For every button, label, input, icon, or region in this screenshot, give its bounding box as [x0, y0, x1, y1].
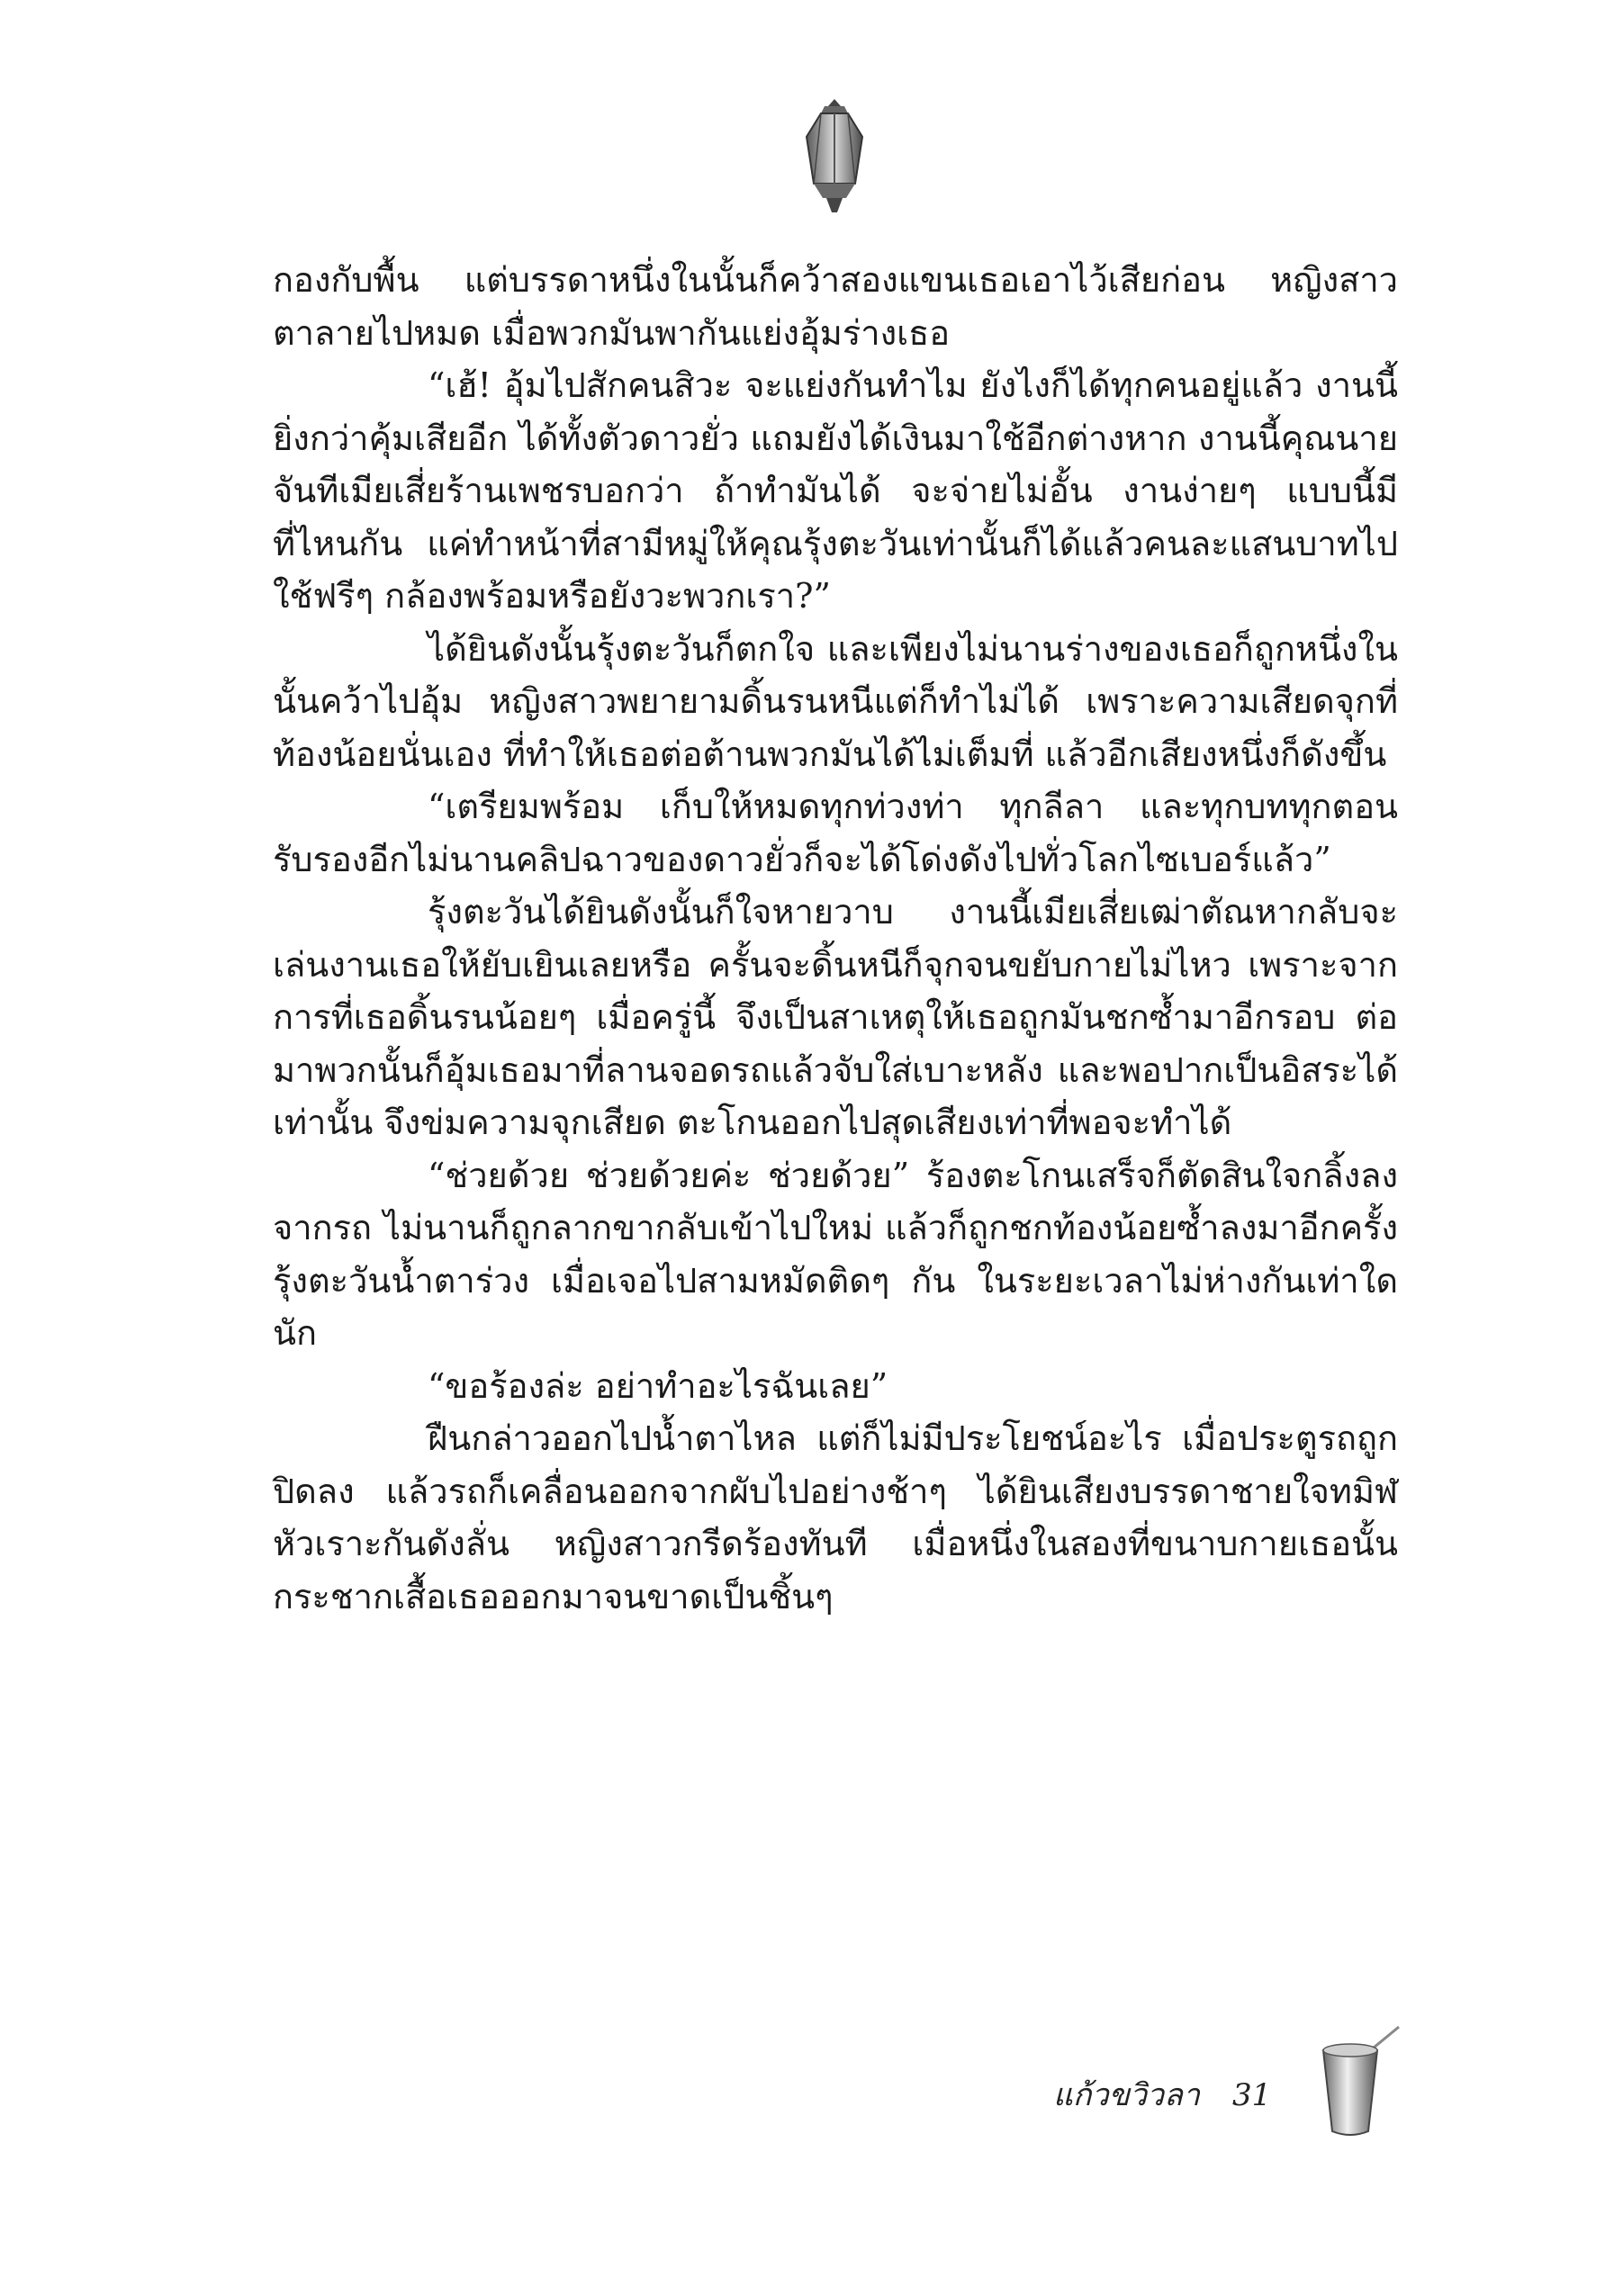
page-footer	[1053, 2070, 1271, 2119]
paragraph: “ช่วยด้วย ช่วยด้วยค่ะ ช่วยด้วย” ร้องตะโกนเสร็จก็ตัดสินใจกลิ้งลงจากรถ ไม่นานก็ถูกลากขากลับเข้าไปใหม่ แล้วก็ถูกชกท้องน้อยซ้ำลงมาอีกครั้ง รุ้งตะวันน้ำตาร่วง เมื่อเจอไปสามหมัดติดๆ กัน ในระยะเวลาไม่ห่างกันเท่าใดนัก	[273, 1155, 1398, 1353]
paragraph: ได้ยินดังนั้นรุ้งตะวันก็ตกใจ และเพียงไม่นานร่างของเธอก็ถูกหนึ่งในนั้นคว้าไปอุ้ม หญิงสาวพยายามดิ้นรนหนีแต่ก็ทำไม่ได้ เพราะความเสียดจุกที่ท้องน้อยนั่นเอง ที่ทำให้เธอต่อต้านพวกมันได้ไม่เต็มที่ แล้วอีกเสียงหนึ่งก็ดังขึ้น	[273, 628, 1398, 774]
page-number: 31	[1231, 2077, 1272, 2113]
lantern-icon	[801, 97, 868, 216]
paragraph: “เฮ้! อุ้มไปสักคนสิวะ จะแย่งกันทำไม ยังไงก็ได้ทุกคนอยู่แล้ว งานนี้ยิ่งกว่าคุ้มเสียอีก ได้ทั้งตัวดาวยั่ว แถมยังได้เงินมาใช้อีกต่างหาก งานนี้คุณนายจันทีเมียเสี่ยร้านเพชรบอกว่า ถ้าทำมันได้ จะจ่ายไม่อั้น งานง่ายๆ แบบนี้มีที่ไหนกัน แค่ทำหน้าที่สามีหมู่ให้คุณรุ้งตะวันเท่านั้นก็ได้แล้วคนละแสนบาทไปใช้ฟรีๆ กล้องพร้อมหรือยังวะพวกเรา?”	[273, 365, 1398, 616]
paragraph: “เตรียมพร้อม เก็บให้หมดทุกท่วงท่า ทุกลีลา และทุกบททุกตอน รับรองอีกไม่นานคลิปฉาวของดาวยั่วก็จะได้โด่งดังไปทั่วโลกไซเบอร์แล้ว”	[273, 787, 1398, 879]
paragraph: “ขอร้องล่ะ อย่าทำอะไรฉันเลย”	[428, 1365, 888, 1406]
drinking-glass-icon	[1320, 2025, 1406, 2142]
book-title: แก้วขวิวลา	[1053, 2077, 1200, 2113]
paragraph: กองกับพื้น แต่บรรดาหนึ่งในนั้นก็คว้าสองแขนเธอเอาไว้เสียก่อน หญิงสาวตาลายไปหมด เมื่อพวกมันพากันแย่งอุ้มร่างเธอ	[273, 260, 1398, 353]
paragraph: ฝืนกล่าวออกไปน้ำตาไหล แต่ก็ไม่มีประโยชน์อะไร เมื่อประตูรถถูกปิดลง แล้วรถก็เคลื่อนออกจากผับไปอย่างช้าๆ ได้ยินเสียงบรรดาชายใจทมิฬหัวเราะกันดังลั่น หญิงสาวกรีดร้องทันที เมื่อหนึ่งในสองที่ขนาบกายเธอนั้นกระชากเสื้อเธอออกมาจนขาดเป็นชิ้นๆ	[273, 1418, 1398, 1616]
body-text	[273, 254, 1398, 1623]
paragraph: รุ้งตะวันได้ยินดังนั้นก็ใจหายวาบ งานนี้เมียเสี่ยเฒ่าตัณหากลับจะเล่นงานเธอให้ยับเยินเลยหรือ ครั้นจะดิ้นหนีก็จุกจนขยับกายไม่ไหว เพราะจากการที่เธอดิ้นรนน้อยๆ เมื่อครู่นี้ จึงเป็นสาเหตุให้เธอถูกมันชกซ้ำมาอีกรอบ ต่อมาพวกนั้นก็อุ้มเธอมาที่ลานจอดรถแล้วจับใส่เบาะหลัง และพอปากเป็นอิสระได้เท่านั้น จึงข่มความจุกเสียด ตะโกนออกไปสุดเสียงเท่าที่พอจะทำได้	[273, 892, 1398, 1142]
